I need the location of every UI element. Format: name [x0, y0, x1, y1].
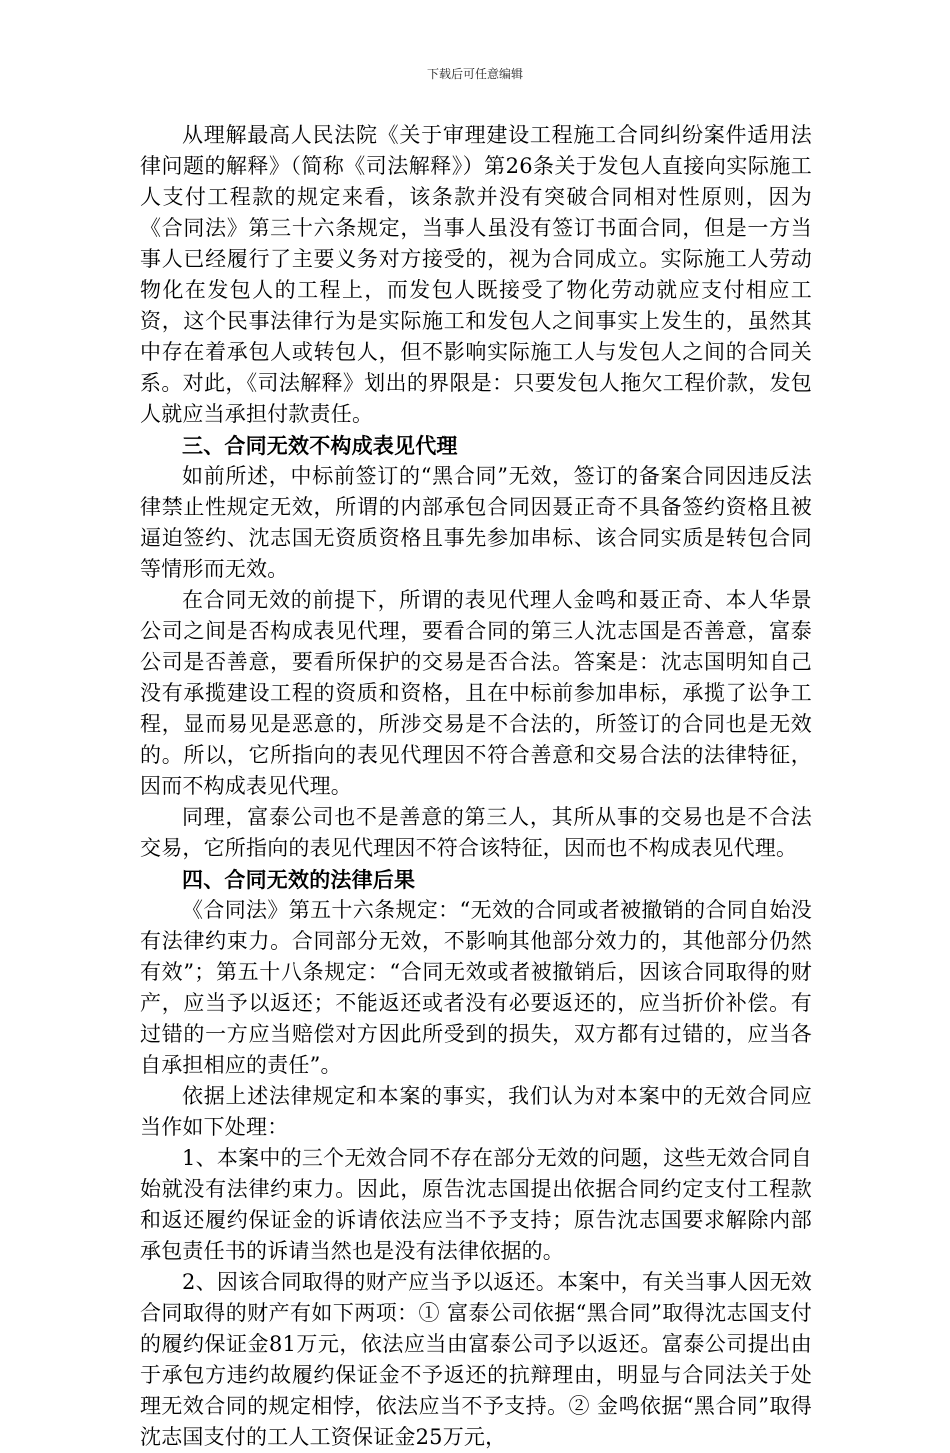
- paragraph-2: 如前所述，中标前签订的“黑合同”无效，签订的备案合同因违反法律禁止性规定无效，所谓的内部承包合同因聂正奇不具备签约资格且被逼迫签约、沈志国无资质资格且事先参加串标、该合同实质是转包合同等情形而无效。: [140, 464, 812, 581]
- section-heading-3: 三、合同无效不构成表见代理: [182, 433, 458, 458]
- page-header: 下载后可任意编辑: [426, 67, 523, 81]
- paragraph-5: 《合同法》第五十六条规定：“无效的合同或者被撤销的合同自始没有法律约束力。合同部分无效，不影响其他部分效力的，其他部分仍然有效”；第五十八条规定：“合同无效或者被撤销后，因该合同取得的财产，应当予以返还；不能返还或者没有必要返还的，应当折价补偿。有过错的一方应当赔偿对方因此所受到的损失，双方都有过错的，应当各自承担相应的责任”。: [140, 898, 812, 1077]
- paragraph-3: 在合同无效的前提下，所谓的表见代理人金鸣和聂正奇、本人华景公司之间是否构成表见代理，要看合同的第三人沈志国是否善意，富泰公司是否善意，要看所保护的交易是否合法。答案是：沈志国明知自己没有承揽建设工程的资质和资格，且在中标前参加串标，承揽了讼争工程，显而易见是恶意的，所涉交易是不合法的，所签订的合同也是无效的。所以，它所指向的表见代理因不符合善意和交易合法的法律特征，因而不构成表见代理。: [140, 588, 812, 798]
- section-heading-4: 四、合同无效的法律后果: [182, 867, 416, 892]
- paragraph-6: 依据上述法律规定和本案的事实，我们认为对本案中的无效合同应当作如下处理：: [140, 1084, 812, 1139]
- document-body: [140, 120, 812, 1453]
- paragraph-7: 1、本案中的三个无效合同不存在部分无效的问题，这些无效合同自始就没有法律约束力。因此，原告沈志国提出依据合同约定支付工程款和返还履约保证金的诉请依法应当不予支持；原告沈志国要求解除内部承包责任书的诉请当然也是没有法律依据的。: [140, 1146, 812, 1263]
- paragraph-4: 同理，富泰公司也不是善意的第三人，其所从事的交易也是不合法交易，它所指向的表见代理因不符合该特征，因而也不构成表见代理。: [140, 805, 812, 860]
- paragraph-8: 2、因该合同取得的财产应当予以返还。本案中，有关当事人因无效合同取得的财产有如下两项：① 富泰公司依据“黑合同”取得沈志国支付的履约保证金81万元，依法应当由富泰公司予以返还。富泰公司提出由于承包方违约故履约保证金不予返还的抗辩理由，明显与合同法关于处理无效合同的规定相悖，依法应当不予支持。② 金鸣依据“黑合同”取得沈志国支付的工人工资保证金25万元，: [140, 1270, 812, 1449]
- paragraph-1: 从理解最高人民法院《关于审理建设工程施工合同纠纷案件适用法律问题的解释》（简称《司法解释》）第26条关于发包人直接向实际施工人支付工程款的规定来看，该条款并没有突破合同相对性原则，因为《合同法》第三十六条规定，当事人虽没有签订书面合同，但是一方当事人已经履行了主要义务对方接受的，视为合同成立。实际施工人劳动物化在发包人的工程上，而发包人既接受了物化劳动就应支付相应工资，这个民事法律行为是实际施工和发包人之间事实上发生的，虽然其中存在着承包人或转包人，但不影响实际施工人与发包人之间的合同关系。对此，《司法解释》划出的界限是：只要发包人拖欠工程价款，发包人就应当承担付款责任。: [140, 123, 812, 426]
